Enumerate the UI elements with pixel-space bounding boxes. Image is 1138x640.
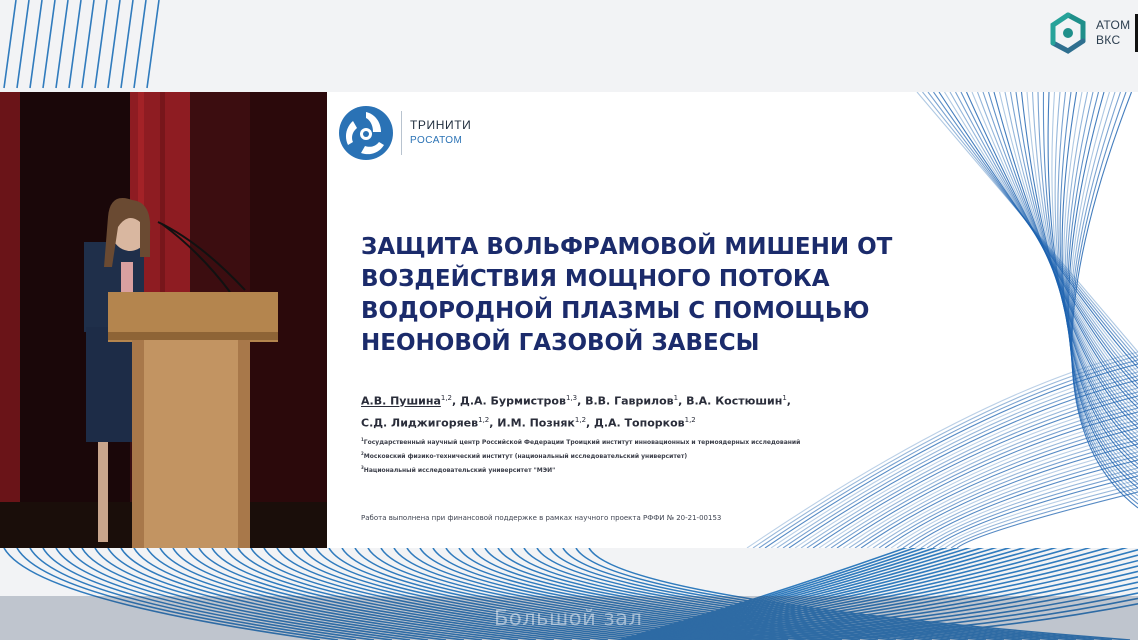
author-name: В.В. Гаврилов — [585, 394, 674, 408]
slide-title-line: ЗАЩИТА ВОЛЬФРАМОВОЙ МИШЕНИ ОТ — [361, 234, 893, 260]
funding-note: Работа выполнена при финансовой поддержке в рамках научного проекта РФФИ № 20-21-00153 — [361, 514, 722, 522]
atom-vks-brand — [1046, 10, 1138, 56]
logo-title: ТРИНИТИ — [410, 118, 472, 132]
speaker-video-feed — [0, 92, 327, 548]
author-name: С.Д. Лиджигоряев — [361, 416, 479, 430]
author-separator: , — [786, 394, 791, 408]
author-affiliation: 1,2 — [440, 394, 453, 402]
logo-divider — [401, 111, 402, 155]
author-separator: , — [678, 394, 687, 408]
slide-title-line: НЕОНОВОЙ ГАЗОВОЙ ЗАВЕСЫ — [361, 330, 760, 356]
affiliation-number: 1 — [361, 437, 364, 442]
author-separator: , — [489, 416, 498, 430]
author-name: А.В. Пушина — [361, 394, 441, 408]
affiliation-item — [361, 448, 881, 462]
atom-vks-logo-icon — [1046, 11, 1090, 55]
author-separator: , — [452, 394, 461, 408]
author-affiliation: 1 — [673, 394, 679, 402]
author-affiliation: 1,2 — [684, 415, 696, 424]
room-caption: Большой зал — [494, 606, 643, 630]
author-separator: , — [577, 394, 586, 408]
author-affiliation: 1,3 — [565, 394, 578, 402]
speaker-video-image — [0, 92, 327, 548]
affiliation-text: Московский физико-технический институт (национальный исследовательский университет) — [363, 453, 688, 460]
affiliation-list — [361, 434, 881, 476]
author-affiliation: 1,2 — [574, 415, 587, 424]
author-separator: , — [586, 416, 595, 430]
affiliation-text: Национальный исследовательский университет "МЭИ" — [363, 467, 556, 474]
rosatom-emblem-icon — [337, 104, 395, 162]
slide-title-line: ВОДОРОДНОЙ ПЛАЗМЫ С ПОМОЩЬЮ — [361, 298, 870, 324]
author-name: И.М. Позняк — [497, 416, 575, 430]
brand-line-2: ВКС — [1096, 33, 1121, 47]
slide-title-line: ВОЗДЕЙСТВИЯ МОЩНОГО ПОТОКА — [361, 266, 830, 292]
logo-subtitle: РОСАТОМ — [410, 135, 463, 146]
author-name: В.А. Костюшин — [686, 394, 783, 408]
author-list — [361, 389, 821, 432]
affiliation-item — [361, 462, 881, 476]
author-affiliation: 1 — [782, 394, 787, 402]
author-name: Д.А. Топорков — [594, 416, 685, 430]
affiliation-text: Государственный научный центр Российской Федерации Троицкий институт инновационных и термоядерных исследований — [363, 439, 801, 446]
slide-title — [361, 231, 921, 359]
affiliation-number: 2 — [361, 451, 364, 456]
affiliation-number: 3 — [361, 465, 364, 470]
presentation-slide — [327, 92, 1138, 548]
author-affiliation: 1,2 — [478, 415, 490, 424]
affiliation-item — [361, 434, 881, 448]
author-name: Д.А. Бурмистров — [460, 394, 566, 408]
triniti-logo — [337, 104, 471, 162]
brand-line-1: АТОМ — [1096, 18, 1131, 32]
